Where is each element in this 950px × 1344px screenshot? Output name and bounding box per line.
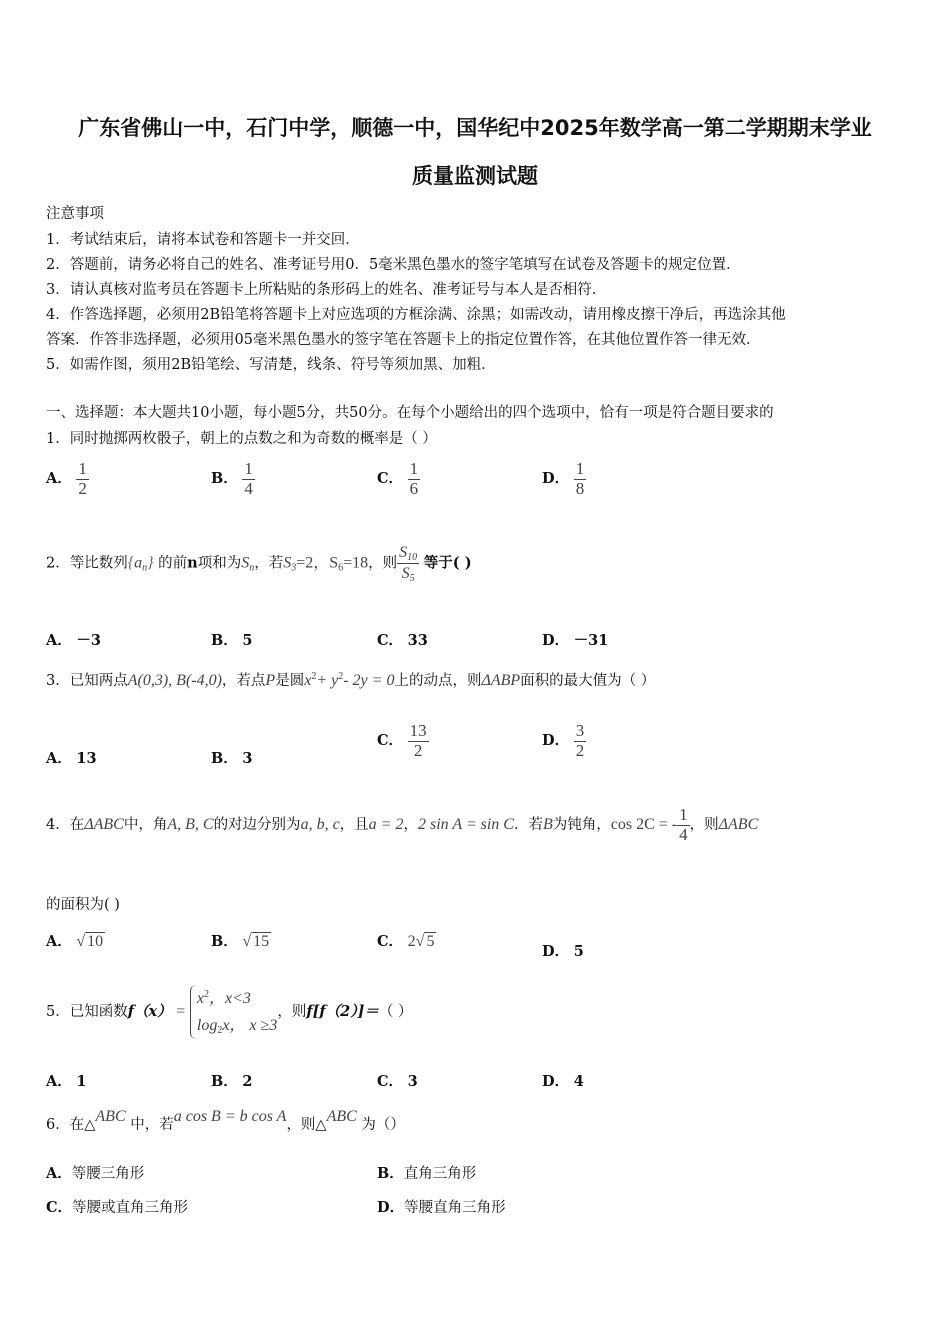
notice-item-3: 3．请认真核对监考员在答题卡上所粘贴的条形码上的姓名、准考证号与本人是否相符． [46, 282, 607, 298]
notice-item-4: 4．作答选择题，必须用2B铅笔将答题卡上对应选项的方框涂满、涂黑；如需改动，请用橡皮擦干净后，再选涂其他 [46, 307, 786, 323]
q6-option-b: B．直角三角形 [377, 1165, 477, 1182]
q1-option-d: D． $\frac{1}{8}$ [542, 459, 585, 498]
exam-title-line1: 广东省佛山一中，石门中学，顺德一中，国华纪中2025年数学高一第二学期期末学业 [78, 116, 872, 140]
q5-option-d: D． 4 [542, 1073, 584, 1090]
q6-option-c: C．等腰或直角三角形 [46, 1199, 189, 1216]
fraction: $\frac{13}{2}$ [409, 721, 427, 760]
q2-option-d: D． －31 [542, 632, 609, 649]
question-1-stem: 1．同时抛掷两枚骰子，朝上的点数之和为奇数的概率是（ ） [46, 431, 437, 447]
q6-option-d: D．等腰直角三角形 [377, 1199, 506, 1216]
q5-option-c: C． 3 [377, 1073, 418, 1090]
q3-option-c: C． $\frac{13}{2}$ [377, 721, 427, 760]
q2-option-a: A． －3 [46, 632, 101, 649]
q4-option-a: A． √ 10 [46, 933, 104, 950]
q3-option-b: B． 3 [211, 750, 253, 767]
question-2-stem: 2．等比数列$\{a_n\}$ 的前n项和为$S_n$，若$S_3=2$，$S_6=18$，则 $\frac{S_{10}}{S_5}$ 等于( ) [46, 544, 472, 584]
q3-option-d: D． $\frac{3}{2}$ [542, 721, 585, 760]
question-5-stem: 5．已知函数f（x） = $x^2$，x<3 $\log_2x$， x ≥3 ，则f[f（2）]＝（ ） [46, 985, 412, 1039]
notice-item-2: 2．答题前，请务必将自己的姓名、准考证号用0．5毫米黑色墨水的签字笔填写在试卷及答题卡的规定位置． [46, 257, 741, 273]
question-6-stem: 6．在△ABC 中，若a cos B = b cos A，则△ABC 为（） [46, 1108, 405, 1133]
question-4-stem-cont: 的面积为( ) [46, 897, 120, 913]
fraction: $\frac{1}{4}$ [244, 459, 253, 498]
q4-option-b: B． √ 15 [211, 933, 270, 950]
fraction-s10-s5: $\frac{S_{10}}{S_5}$ [399, 544, 418, 584]
fraction: $\frac{1}{4}$ [679, 805, 688, 844]
q1-option-a: A． $\frac{1}{2}$ [46, 459, 87, 498]
q1-option-b: B． $\frac{1}{4}$ [211, 459, 253, 498]
q1-option-c: C． $\frac{1}{6}$ [377, 459, 419, 498]
notice-item-4-cont: 答案．作答非选择题，必须用05毫米黑色墨水的签字笔在答题卡上的指定位置作答，在其他位置作答一律无效． [46, 332, 761, 348]
q5-option-b: B． 2 [211, 1073, 253, 1090]
q5-option-a: A． 1 [46, 1073, 87, 1090]
notice-item-5: 5．如需作图，须用2B铅笔绘、写清楚，线条、符号等须加黑、加粗． [46, 357, 496, 373]
question-4-stem: 4．在ΔABC中，角A, B, C的对边分别为a, b, c，且a = 2，2 sin A = sin C．若B为钝角，cos 2C = - $\frac{1}{4}$ ，则ΔABC [46, 805, 759, 844]
exam-title-line2: 质量监测试题 [412, 164, 538, 188]
question-3-stem: 3．已知两点A(0,3), B(-4,0)，若点P是圆$x^2+ y^2-$ 2y = 0上的动点，则ΔABP面积的最大值为（ ） [46, 671, 656, 689]
fraction: $\frac{3}{2}$ [575, 721, 585, 760]
fraction: $\frac{1}{2}$ [78, 459, 87, 498]
q2-option-c: C． 33 [377, 632, 428, 649]
notice-item-1: 1．考试结束后，请将本试卷和答题卡一并交回． [46, 232, 360, 248]
q4-option-c: C． 2√ 5 [377, 933, 435, 950]
fraction: $\frac{1}{6}$ [409, 459, 419, 498]
notice-heading: 注意事项 [46, 206, 104, 222]
q6-option-a: A．等腰三角形 [46, 1165, 145, 1182]
fraction: $\frac{1}{8}$ [575, 459, 585, 498]
piecewise-function: $x^2$，x<3 $\log_2x$， x ≥3 [190, 985, 277, 1039]
q2-option-b: B． 5 [211, 632, 253, 649]
section-heading: 一、选择题：本大题共10小题，每小题5分，共50分。在每个小题给出的四个选项中，恰有一项是符合题目要求的 [46, 405, 774, 421]
q3-option-a: A． 13 [46, 750, 97, 767]
q4-option-d: D． 5 [542, 943, 584, 960]
